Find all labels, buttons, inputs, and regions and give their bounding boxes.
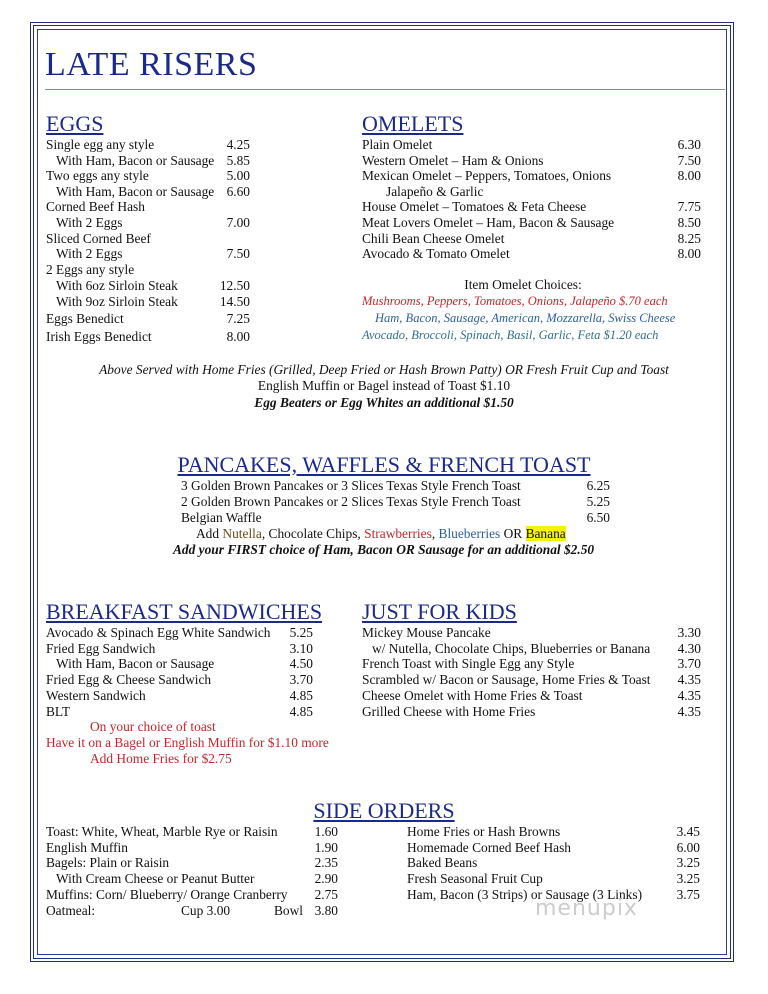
menu-item: Plain Omelet (362, 137, 433, 152)
menu-item: Baked Beans (407, 855, 478, 870)
menu-item-price: 2.90 (314, 871, 338, 886)
menu-item: With 2 Eggs (56, 215, 123, 230)
menu-item: Cheese Omelet with Home Fries & Toast (362, 688, 583, 703)
menu-item-price: 1.60 (314, 824, 338, 839)
muffin-note: English Muffin or Bagel instead of Toast $1.10 (257, 378, 511, 393)
menu-item-price: 4.85 (289, 704, 313, 719)
egg-beaters-note: Egg Beaters or Egg Whites an additional $1.50 (254, 395, 514, 410)
menu-item: w/ Nutella, Chocolate Chips, Blueberries or Banana (372, 641, 651, 656)
menu-item: With 9oz Sirloin Steak (56, 294, 178, 309)
menu-item: Two eggs any style (46, 168, 149, 183)
menu-item-price: 5.25 (586, 494, 610, 509)
omelet-choices-line: Mushrooms, Peppers, Tomatoes, Onions, Jalapeño $.70 each (362, 294, 668, 308)
menu-item: With Ham, Bacon or Sausage (56, 184, 215, 199)
menu-item: Avocado & Tomato Omelet (362, 246, 510, 261)
sandwich-note: On your choice of toast (90, 719, 216, 734)
menu-item-price: 4.30 (677, 641, 701, 656)
add-prefix: Add (196, 526, 223, 541)
menu-item: With Cream Cheese or Peanut Butter (56, 871, 255, 886)
sandwich-note: Have it on a Bagel or English Muffin for $1.10 more (46, 735, 329, 750)
menu-item: Eggs Benedict (46, 311, 124, 326)
menu-item-price: 3.30 (677, 625, 701, 640)
menu-item: Toast: White, Wheat, Marble Rye or Raisin (46, 824, 278, 839)
menu-item-price: 8.25 (677, 231, 701, 246)
menu-item: With 2 Eggs (56, 246, 123, 261)
menu-item-price: 8.50 (677, 215, 701, 230)
menu-item: 2 Eggs any style (46, 262, 135, 277)
eggs-heading: EGGS (46, 111, 104, 136)
menu-item-price: 3.75 (676, 887, 700, 902)
pancakes-heading: PANCAKES, WAFFLES & FRENCH TOAST (177, 452, 591, 477)
menu-item: BLT (46, 704, 71, 719)
menu-item-price: 7.50 (677, 153, 701, 168)
menu-item-price: 3.25 (676, 871, 700, 886)
menu-item-price: 3.45 (676, 824, 700, 839)
menu-item-price: 12.50 (219, 278, 250, 293)
omelet-choices-heading: Item Omelet Choices: (464, 277, 582, 292)
menu-item: Homemade Corned Beef Hash (407, 840, 571, 855)
menu-item: Ham, Bacon (3 Strips) or Sausage (3 Links) (407, 887, 643, 902)
menu-item: Avocado & Spinach Egg White Sandwich (46, 625, 271, 640)
menu-item-price: 3.80 (314, 903, 338, 918)
menu-item-price: 3.70 (677, 656, 701, 671)
menu-item-price: 2.75 (314, 887, 338, 902)
menu-item-price: 7.25 (226, 311, 250, 326)
menu-item-price: 6.25 (586, 478, 610, 493)
menu-item: Home Fries or Hash Browns (407, 824, 561, 839)
menu-item-price: 4.35 (677, 688, 701, 703)
menu-item-price: 7.50 (226, 246, 250, 261)
menu-item-price: 3.25 (676, 855, 700, 870)
topping-strawberries: Strawberries (364, 526, 432, 541)
menu-item-price: 8.00 (677, 246, 701, 261)
menu-item-price: 4.35 (677, 704, 701, 719)
menu-item-price: 4.25 (226, 137, 250, 152)
topping-blueberries: Blueberries (438, 526, 501, 541)
menu-item: Muffins: Corn/ Blueberry/ Orange Cranberry (46, 887, 288, 902)
served-with-note: Above Served with Home Fries (Grilled, Deep Fried or Hash Brown Patty) OR Fresh Fruit Cup and Toast (99, 362, 669, 377)
menu-item-price: 5.00 (226, 168, 250, 183)
menu-item: Fresh Seasonal Fruit Cup (407, 871, 543, 886)
oatmeal-label: Oatmeal: (46, 903, 96, 918)
menu-item-price: 6.60 (226, 184, 250, 199)
menu-item-price: 14.50 (219, 294, 250, 309)
menu-item: 3 Golden Brown Pancakes or 3 Slices Texas Style French Toast (181, 478, 521, 493)
menu-item-price: 2.35 (314, 855, 338, 870)
menu-item: French Toast with Single Egg any Style (362, 656, 575, 671)
kids-heading: JUST FOR KIDS (362, 599, 517, 624)
menu-item: Mickey Mouse Pancake (362, 625, 491, 640)
menu-item: English Muffin (46, 840, 128, 855)
topping-banana: Banana (525, 526, 566, 541)
menu-item: Corned Beef Hash (46, 199, 145, 214)
menu-item: Chili Bean Cheese Omelet (362, 231, 505, 246)
menu-item: Irish Eggs Benedict (46, 329, 152, 344)
menu-item-price: 1.90 (314, 840, 338, 855)
menu-item: Western Omelet – Ham & Onions (362, 153, 544, 168)
menu-item: House Omelet – Tomatoes & Feta Cheese (362, 199, 587, 214)
menu-item-price: 8.00 (677, 168, 701, 183)
oatmeal-cup: Cup 3.00 (181, 903, 231, 918)
menu-item: Jalapeño & Garlic (386, 184, 484, 199)
topping-or: OR (500, 526, 526, 541)
menu-item-price: 7.75 (677, 199, 701, 214)
topping-choc: , Chocolate Chips, (261, 526, 365, 541)
menu-item-price: 5.85 (226, 153, 250, 168)
omelet-choices-line: Avocado, Broccoli, Spinach, Basil, Garlic, Feta $1.20 each (362, 328, 659, 342)
menu-item-price: 8.00 (226, 329, 250, 344)
menu-item: With Ham, Bacon or Sausage (56, 656, 215, 671)
title-divider (45, 89, 725, 90)
sandwiches-heading: BREAKFAST SANDWICHES (46, 599, 323, 624)
oatmeal-bowl: Bowl (274, 903, 304, 918)
page-title: LATE RISERS (45, 46, 258, 83)
menu-item: Meat Lovers Omelet – Ham, Bacon & Sausage (362, 215, 615, 230)
add-toppings-line (196, 526, 566, 541)
menu-item: With 6oz Sirloin Steak (56, 278, 178, 293)
menu-item-price: 5.25 (289, 625, 313, 640)
menu-item: Mexican Omelet – Peppers, Tomatoes, Onions (362, 168, 612, 183)
menu-item-price: 3.70 (289, 672, 313, 687)
menu-item-price: 4.35 (677, 672, 701, 687)
sides-heading: SIDE ORDERS (313, 798, 455, 823)
menu-item: Scrambled w/ Bacon or Sausage, Home Fries & Toast (362, 672, 651, 687)
menu-item: Western Sandwich (46, 688, 146, 703)
watermark-logo: menupix (535, 896, 638, 921)
sandwich-note: Add Home Fries for $2.75 (90, 751, 232, 766)
add-meat-note: Add your FIRST choice of Ham, Bacon OR Sausage for an additional $2.50 (173, 542, 595, 557)
menu-item-price: 4.50 (289, 656, 313, 671)
menu-item: 2 Golden Brown Pancakes or 2 Slices Texas Style French Toast (181, 494, 521, 509)
menu-item: Bagels: Plain or Raisin (46, 855, 170, 870)
topping-sep: , (431, 526, 439, 541)
menu-item-price: 6.00 (676, 840, 700, 855)
menu-item: Grilled Cheese with Home Fries (362, 704, 536, 719)
menu-item: Single egg any style (46, 137, 155, 152)
menu-item-price: 4.85 (289, 688, 313, 703)
menu-item-price: 7.00 (226, 215, 250, 230)
menu-item: Sliced Corned Beef (46, 231, 151, 246)
omelet-choices-line: Ham, Bacon, Sausage, American, Mozzarella, Swiss Cheese (375, 311, 676, 325)
topping-nutella: Nutella (222, 526, 262, 541)
menu-item: Fried Egg & Cheese Sandwich (46, 672, 212, 687)
omelets-heading: OMELETS (362, 111, 464, 136)
menu-item: With Ham, Bacon or Sausage (56, 153, 215, 168)
menu-item-price: 3.10 (289, 641, 313, 656)
menu-item: Belgian Waffle (181, 510, 262, 525)
menu-item: Fried Egg Sandwich (46, 641, 156, 656)
menu-item-price: 6.30 (677, 137, 701, 152)
menu-item-price: 6.50 (586, 510, 610, 525)
